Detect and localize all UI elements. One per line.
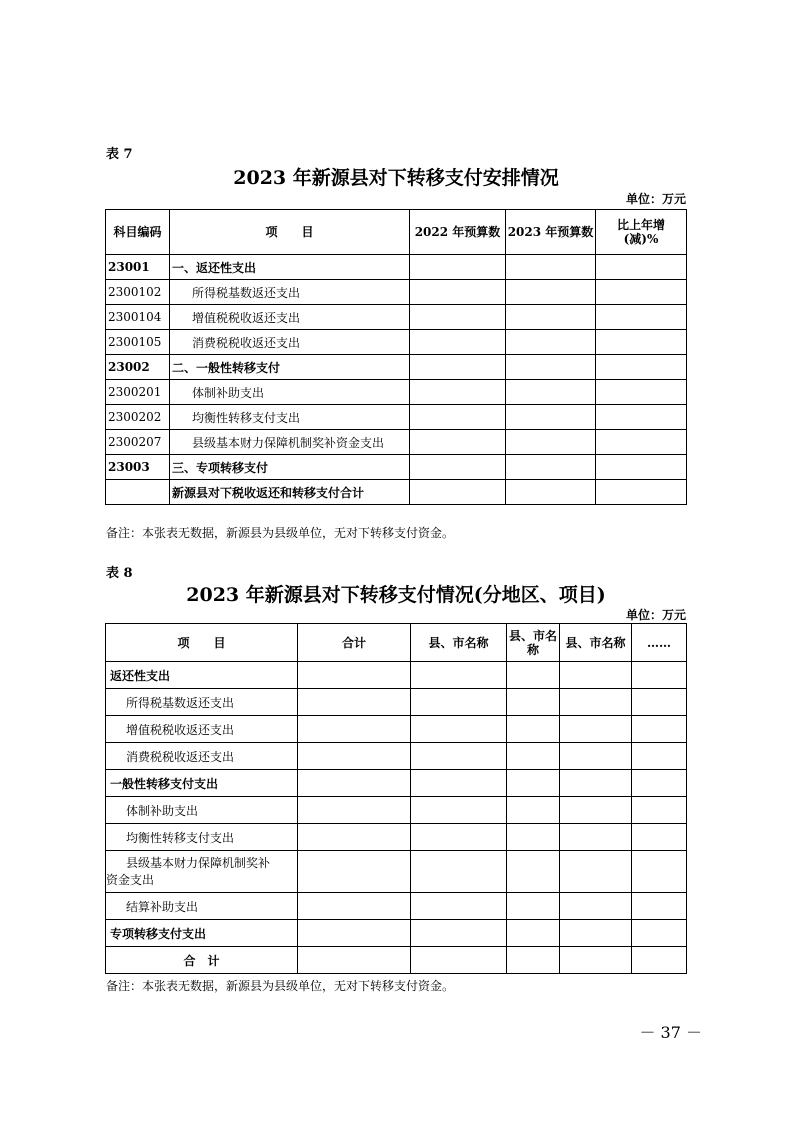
table-total-row	[106, 480, 687, 505]
page-number: － 37 －	[639, 1023, 702, 1042]
cell	[298, 743, 411, 770]
cell	[298, 689, 411, 716]
row-item: 均衡性转移支付支出	[170, 405, 410, 430]
table8-label: 表 8	[106, 566, 133, 581]
table7	[105, 209, 687, 505]
header-item: 项 目	[170, 210, 410, 255]
row-item: 均衡性转移支付支出	[106, 824, 298, 851]
cell-pct	[596, 430, 687, 455]
row-code: 2300104	[106, 305, 170, 330]
row-item: 返还性支出	[106, 662, 298, 689]
row-code: 23002	[106, 355, 170, 380]
table-row	[106, 330, 687, 355]
cell	[411, 851, 507, 893]
table7-title: 2023 年新源县对下转移支付安排情况	[233, 167, 559, 189]
cell	[560, 797, 632, 824]
row-code: 2300207	[106, 430, 170, 455]
cell	[298, 797, 411, 824]
row-item: 一般性转移支付支出	[106, 770, 298, 797]
cell-2023	[506, 255, 596, 280]
table8-unit: 单位：万元	[625, 608, 686, 622]
table-row	[106, 716, 687, 743]
cell	[507, 947, 560, 974]
cell	[632, 689, 687, 716]
cell	[507, 716, 560, 743]
cell-pct	[596, 330, 687, 355]
header-county-2-line2: 称	[526, 642, 539, 657]
cell	[632, 893, 687, 920]
table-row	[106, 662, 687, 689]
table-row	[106, 851, 687, 893]
cell	[560, 893, 632, 920]
row-item-line2: 资金支出	[106, 872, 155, 887]
cell	[632, 851, 687, 893]
cell	[507, 689, 560, 716]
cell	[298, 893, 411, 920]
row-item	[106, 851, 298, 893]
row-code: 2300201	[106, 380, 170, 405]
table7-unit: 单位：万元	[625, 192, 686, 206]
table-row	[106, 405, 687, 430]
table7-label: 表 7	[106, 147, 133, 162]
cell-pct	[596, 480, 687, 505]
table7-header-row	[106, 210, 687, 255]
cell	[560, 743, 632, 770]
cell	[411, 920, 507, 947]
cell-2022	[410, 430, 506, 455]
cell	[632, 716, 687, 743]
cell-pct	[596, 355, 687, 380]
table-row	[106, 430, 687, 455]
table-row	[106, 305, 687, 330]
header-code: 科目编码	[106, 210, 170, 255]
cell-2022	[410, 280, 506, 305]
row-item: 结算补助支出	[106, 893, 298, 920]
table-row	[106, 280, 687, 305]
cell	[411, 662, 507, 689]
cell-2023	[506, 305, 596, 330]
cell-2023	[506, 430, 596, 455]
row-item: 体制补助支出	[106, 797, 298, 824]
cell	[411, 947, 507, 974]
header-change-pct-line2: (减)%	[623, 232, 659, 246]
cell	[560, 770, 632, 797]
row-code: 2300102	[106, 280, 170, 305]
cell	[507, 770, 560, 797]
cell-2023	[506, 330, 596, 355]
row-code: 23003	[106, 455, 170, 480]
header-ellipsis: ……	[632, 624, 687, 662]
cell	[507, 920, 560, 947]
cell	[507, 662, 560, 689]
cell-2023	[506, 355, 596, 380]
cell-2023	[506, 480, 596, 505]
row-code: 2300202	[106, 405, 170, 430]
cell-pct	[596, 280, 687, 305]
row-item: 三、专项转移支付	[170, 455, 410, 480]
cell-2022	[410, 455, 506, 480]
cell	[298, 716, 411, 743]
row-code	[106, 480, 170, 505]
cell	[560, 947, 632, 974]
table8	[105, 623, 687, 974]
cell	[298, 824, 411, 851]
row-item: 消费税税收返还支出	[106, 743, 298, 770]
table-row	[106, 689, 687, 716]
cell	[298, 947, 411, 974]
cell	[632, 824, 687, 851]
header-county-2-line1: 县、市名	[508, 628, 557, 643]
cell-2022	[410, 330, 506, 355]
table-row	[106, 824, 687, 851]
row-item: 所得税基数返还支出	[106, 689, 298, 716]
cell-2022	[410, 255, 506, 280]
cell-2022	[410, 355, 506, 380]
cell	[560, 824, 632, 851]
row-item: 一、返还性支出	[170, 255, 410, 280]
row-item: 合 计	[106, 947, 298, 974]
table8-note: 备注：本张表无数据，新源县为县级单位，无对下转移支付资金。	[106, 979, 455, 993]
row-item-line1: 县级基本财力保障机制奖补	[126, 855, 271, 870]
row-code: 23001	[106, 255, 170, 280]
header-change-pct	[596, 210, 687, 255]
table7-note: 备注：本张表无数据，新源县为县级单位，无对下转移支付资金。	[106, 526, 455, 540]
header-item: 项 目	[106, 624, 298, 662]
row-item: 专项转移支付支出	[106, 920, 298, 947]
cell	[507, 893, 560, 920]
cell	[560, 716, 632, 743]
cell-pct	[596, 455, 687, 480]
header-change-pct-line1: 比上年增	[616, 218, 665, 232]
cell	[632, 662, 687, 689]
cell	[560, 689, 632, 716]
cell	[298, 770, 411, 797]
cell	[411, 689, 507, 716]
header-2022-budget: 2022 年预算数	[410, 210, 506, 255]
cell	[298, 851, 411, 893]
cell	[298, 920, 411, 947]
cell	[298, 662, 411, 689]
cell-pct	[596, 305, 687, 330]
row-item: 二、一般性转移支付	[170, 355, 410, 380]
table-row	[106, 797, 687, 824]
cell-pct	[596, 255, 687, 280]
cell	[560, 851, 632, 893]
row-code: 2300105	[106, 330, 170, 355]
cell-2023	[506, 455, 596, 480]
table-row	[106, 380, 687, 405]
cell	[507, 851, 560, 893]
cell-2022	[410, 480, 506, 505]
cell-pct	[596, 380, 687, 405]
table-row	[106, 920, 687, 947]
table-row	[106, 893, 687, 920]
table8-header-row	[106, 624, 687, 662]
cell	[632, 770, 687, 797]
cell-2022	[410, 380, 506, 405]
cell-2022	[410, 405, 506, 430]
cell	[411, 893, 507, 920]
table-row	[106, 455, 687, 480]
header-county-3: 县、市名称	[560, 624, 632, 662]
cell	[632, 743, 687, 770]
table-row	[106, 770, 687, 797]
cell	[632, 797, 687, 824]
cell-2023	[506, 280, 596, 305]
cell	[411, 743, 507, 770]
cell-2023	[506, 405, 596, 430]
row-item: 消费税税收返还支出	[170, 330, 410, 355]
table-row	[106, 255, 687, 280]
row-item: 县级基本财力保障机制奖补资金支出	[170, 430, 410, 455]
cell	[560, 920, 632, 947]
header-2023-budget: 2023 年预算数	[506, 210, 596, 255]
header-total: 合计	[298, 624, 411, 662]
row-item: 增值税税收返还支出	[170, 305, 410, 330]
cell	[411, 797, 507, 824]
table-row	[106, 743, 687, 770]
header-county-1: 县、市名称	[411, 624, 507, 662]
table8-title: 2023 年新源县对下转移支付情况(分地区、项目)	[186, 584, 606, 606]
cell	[411, 716, 507, 743]
cell	[632, 947, 687, 974]
row-item: 所得税基数返还支出	[170, 280, 410, 305]
cell	[560, 662, 632, 689]
row-item: 体制补助支出	[170, 380, 410, 405]
table-total-row	[106, 947, 687, 974]
cell	[507, 797, 560, 824]
row-item: 新源县对下税收返还和转移支付合计	[170, 480, 410, 505]
cell	[507, 824, 560, 851]
header-county-2	[507, 624, 560, 662]
cell	[507, 743, 560, 770]
cell	[632, 920, 687, 947]
cell-2022	[410, 305, 506, 330]
cell-pct	[596, 405, 687, 430]
table-row	[106, 355, 687, 380]
row-item: 增值税税收返还支出	[106, 716, 298, 743]
cell	[411, 824, 507, 851]
cell-2023	[506, 380, 596, 405]
cell	[411, 770, 507, 797]
